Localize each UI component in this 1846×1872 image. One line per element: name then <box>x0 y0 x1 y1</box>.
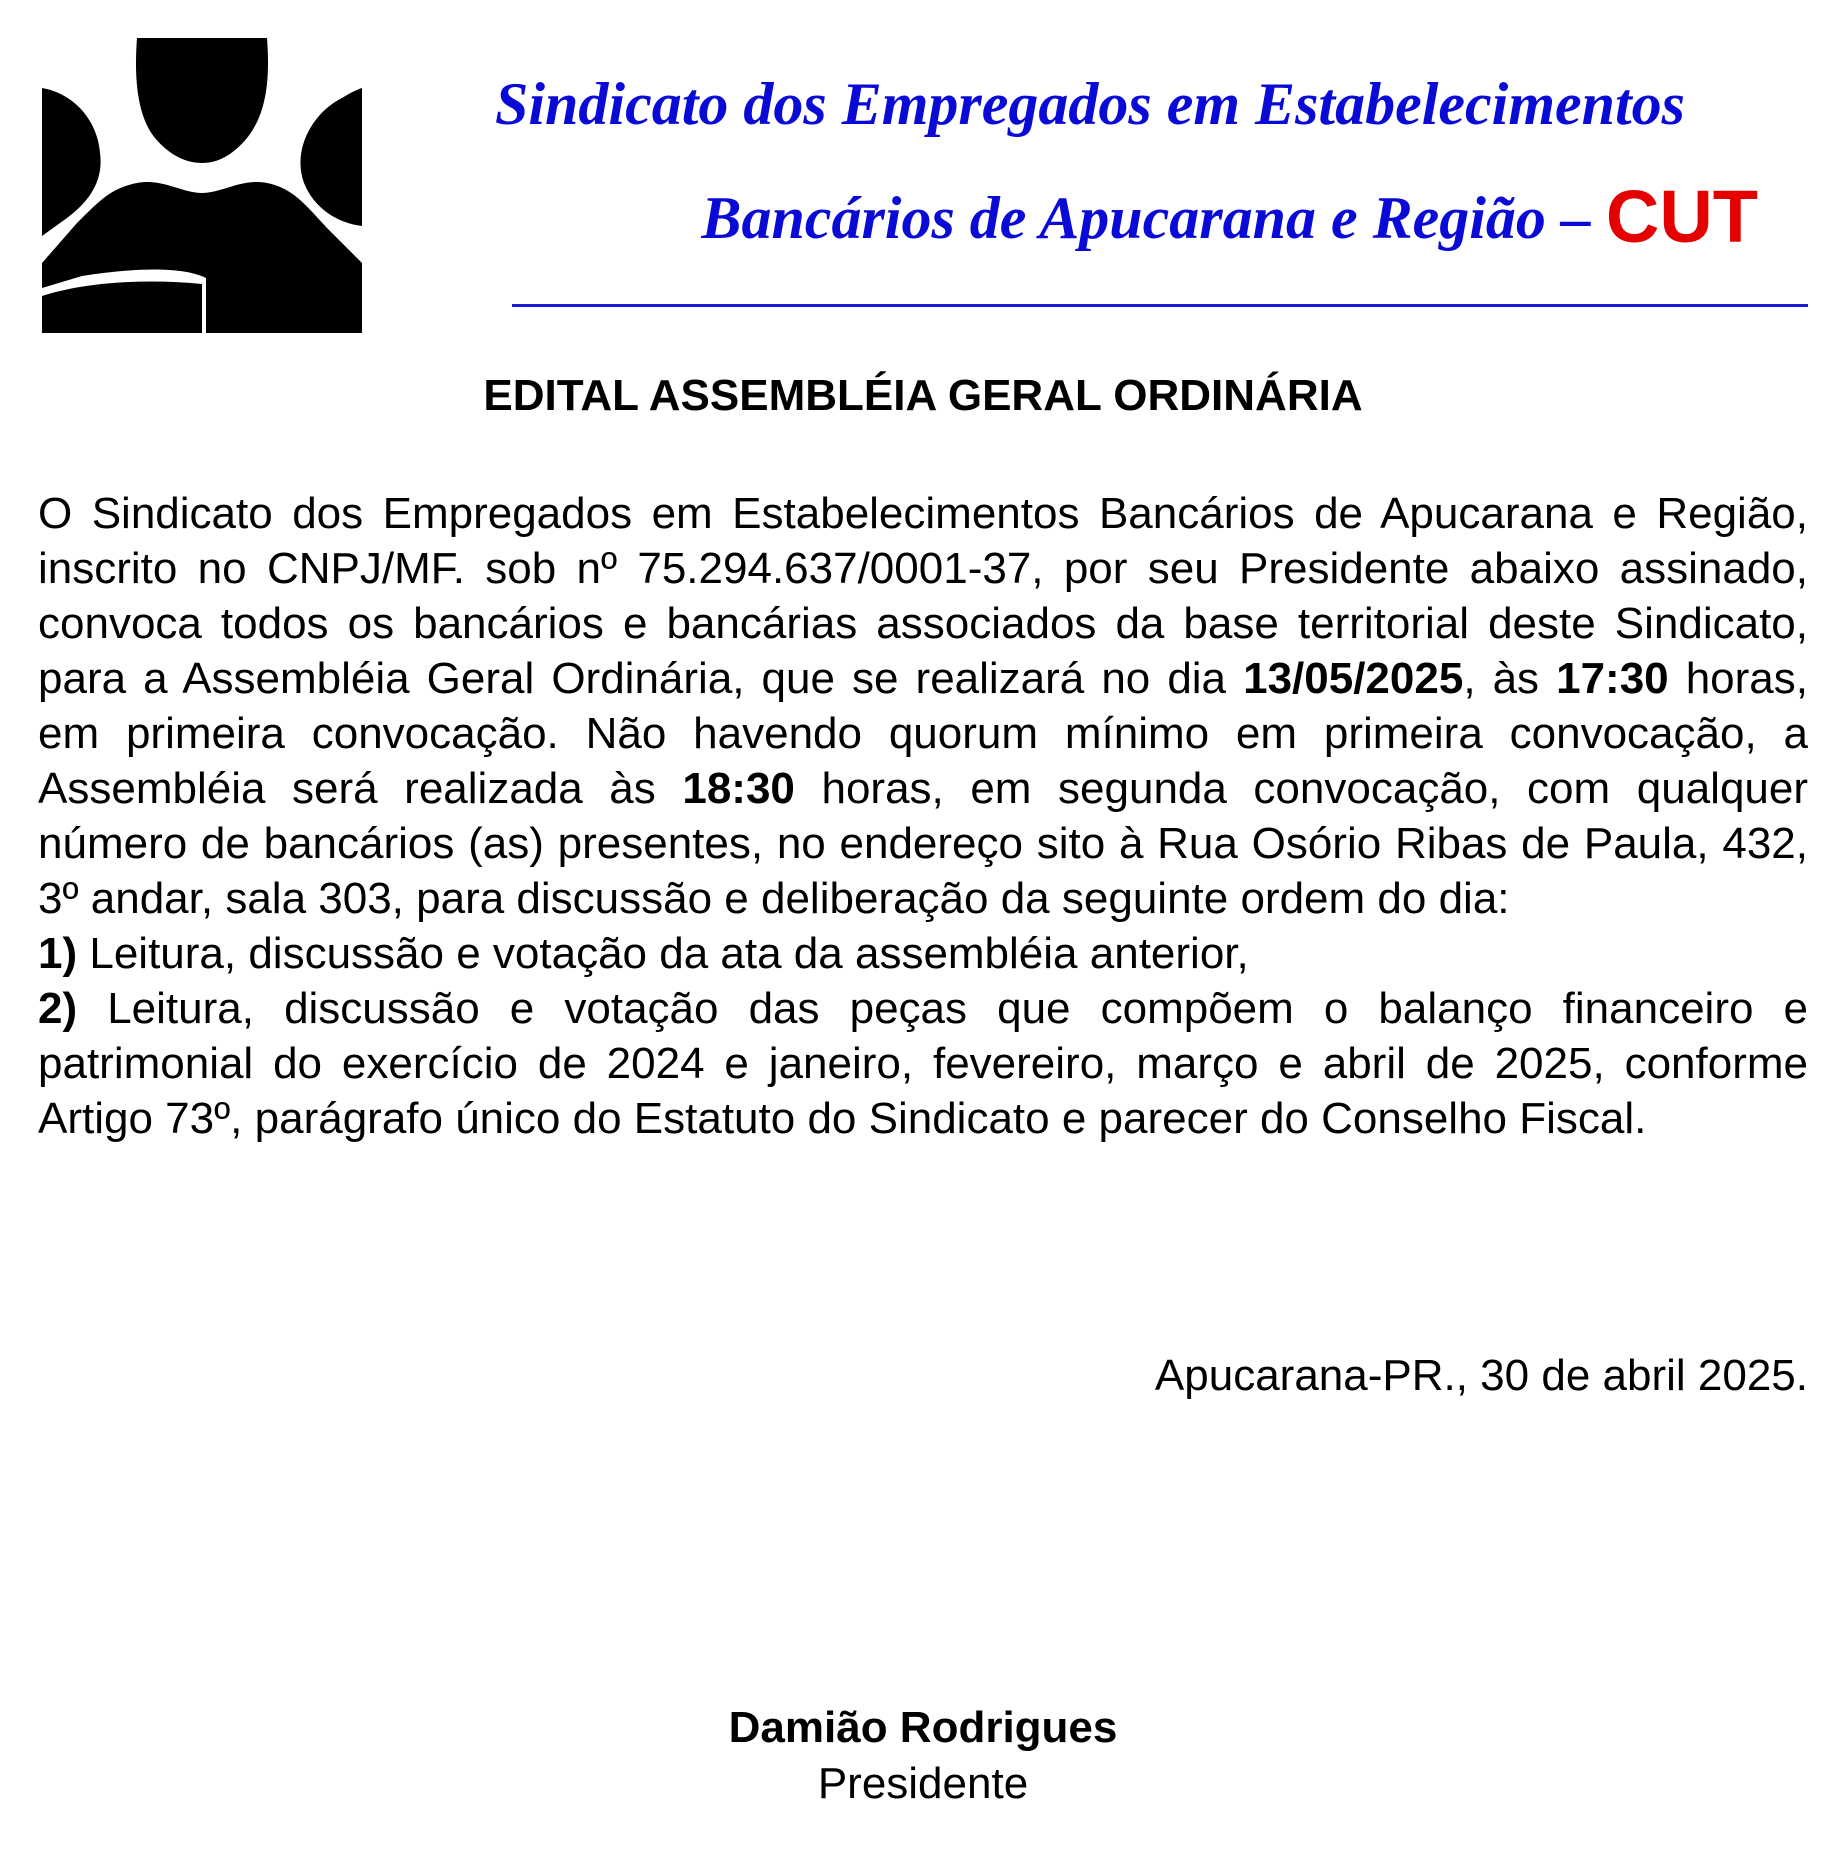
assembly-date: 13/05/2025 <box>1243 654 1464 703</box>
signatory-role: Presidente <box>817 1759 1029 1808</box>
document-body <box>38 486 1808 1146</box>
second-call-time: 18:30 <box>682 764 795 813</box>
first-call-time: 17:30 <box>1556 654 1669 703</box>
paragraph-text-1: O Sindicato dos Empregados em Estabelecimentos Bancários de Apucarana e Região, inscrito no CNPJ/MF. sob nº 75.294.637/0001-37, por seu Presidente abaixo assinado, convoca todos os bancários e bancárias associados da base territorial deste Sindicato, para a Assembléia Geral Ordinária, que se realizará no dia <box>38 489 1808 703</box>
union-figure-logo <box>42 38 362 333</box>
header-organization-line-1: Sindicato dos Empregados em Estabelecimentos <box>495 71 1686 137</box>
agenda-item-text: Leitura, discussão e votação das peças que compõem o balanço financeiro e patrimonial do exercício de 2024 e janeiro, fevereiro, março e abril de 2025, conforme Artigo 73º, parágrafo único do Estatuto do Sindicato e parecer do Conselho Fiscal. <box>38 984 1808 1143</box>
paragraph-text-4: horas, em segunda convocação, com qualquer número de bancários (as) presentes, no endereço sito à Rua Osório Ribas de Paula, 432, 3º andar, sala 303, para discussão e deliberação da seguinte ordem do dia: <box>38 764 1809 923</box>
header-organization-line-2 <box>701 175 1758 258</box>
paragraph-text-3: horas, em primeira convocação. Não havendo quorum mínimo em primeira convocação, a Assembléia será realizada às <box>38 654 1808 813</box>
agenda-item-number: 2) <box>38 984 78 1033</box>
paragraph-text-2: , às <box>1463 654 1557 703</box>
agenda-item-text: Leitura, discussão e votação da ata da assembléia anterior, <box>77 929 1249 978</box>
signature-block <box>0 1700 1846 1812</box>
agenda-item <box>38 926 1808 981</box>
place-and-date: Apucarana-PR., 30 de abril 2025. <box>1154 1351 1808 1400</box>
header-divider <box>512 304 1808 307</box>
agenda-item-number: 1) <box>38 929 78 978</box>
convocation-paragraph <box>38 486 1808 926</box>
cut-label: CUT <box>1605 175 1758 258</box>
document-title: EDITAL ASSEMBLÉIA GERAL ORDINÁRIA <box>483 371 1363 420</box>
header-organization-name: Bancários de Apucarana e Região – <box>701 185 1591 251</box>
signatory-name: Damião Rodrigues <box>728 1703 1118 1752</box>
agenda-item <box>38 981 1808 1146</box>
